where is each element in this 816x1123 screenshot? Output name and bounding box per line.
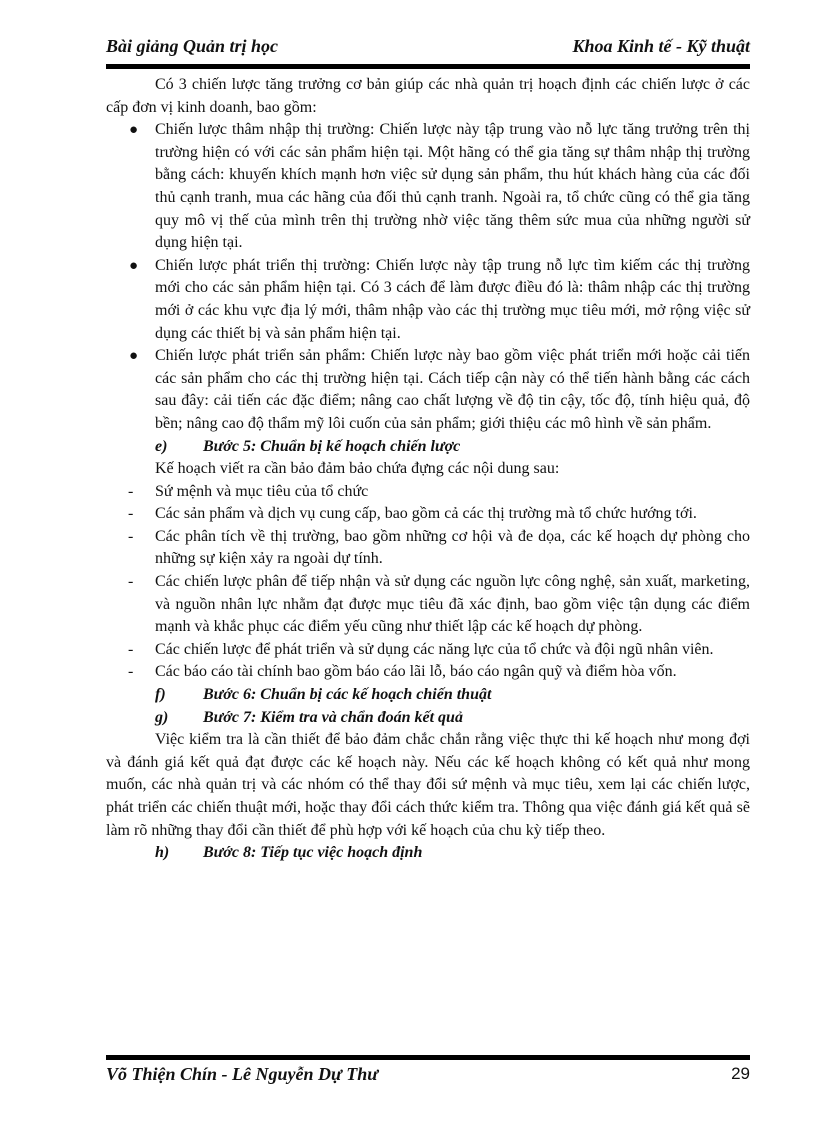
intro-paragraph: Có 3 chiến lược tăng trưởng cơ bản giúp các nhà quản trị hoạch định các chiến lược ở các cấp đơn vị kinh doanh, bao gồm: xyxy=(106,76,750,116)
header-faculty: Khoa Kinh tế - Kỹ thuật xyxy=(572,36,750,56)
bullet-item xyxy=(106,255,750,345)
bullet-text: Chiến lược phát triển thị trường: Chiến lược này tập trung nỗ lực tìm kiếm các thị trường mới cho các sản phẩm hiện tại. Có 3 cách để làm được điều đó là: thâm nhập các thị trường mới ở các khu vực địa lý mới, thâm nhập vào các thị trường mục tiêu mới, mở rộng việc sử dụng các thiết bị và sản phẩm hiện tại. xyxy=(155,256,750,342)
step-title: Bước 6: Chuẩn bị các kế hoạch chiến thuật xyxy=(203,686,492,704)
dash-item xyxy=(106,503,750,526)
dash-item xyxy=(106,661,750,684)
step-6-heading xyxy=(106,684,750,707)
header-course-title: Bài giảng Quản trị học xyxy=(106,36,279,56)
step-7-heading xyxy=(106,707,750,730)
step-title: Bước 8: Tiếp tục việc hoạch định xyxy=(203,844,423,862)
dash-marker: - xyxy=(128,640,134,658)
dash-marker: - xyxy=(128,663,134,681)
page-header xyxy=(106,36,750,62)
dash-text: Các phân tích về thị trường, bao gồm những cơ hội và đe dọa, các kế hoạch dự phòng cho những sự kiện xảy ra ngoài dự tính. xyxy=(155,527,750,568)
step-7-paragraph: Việc kiểm tra là cần thiết để bảo đảm chắc chắn rằng việc thực thi kế hoạch như mong đợi và đánh giá kết quả đạt được các kế hoạch này. Nếu các kế hoạch không có kết quả như mong muốn, các nhà quản trị và các nhóm có thể thay đổi sứ mệnh và mục tiêu, xem lại các chiến lược, phát triển các chiến thuật mới, hoặc thay đổi cách thức kiểm tra. Thông qua việc đánh giá kết quả sẽ làm rõ những thay đổi cần thiết để phù hợp với kế hoạch của chu kỳ tiếp theo. xyxy=(106,731,750,839)
dash-item xyxy=(106,481,750,504)
dash-marker: - xyxy=(128,505,134,523)
dash-marker: - xyxy=(128,527,134,545)
dash-item xyxy=(106,526,750,571)
page-number: 29 xyxy=(731,1064,750,1083)
footer-divider xyxy=(106,1055,750,1060)
bullet-item xyxy=(106,119,750,255)
bullet-text: Chiến lược phát triển sản phẩm: Chiến lược này bao gồm việc phát triển mới hoặc cải tiến các sản phẩm cho các thị trường hiện tại. Cách tiếp cận này có thể tiến hành bằng các cách sau đây: cải tiến các đặc điểm; nâng cao chất lượng về độ tin cậy, tốc độ, tính hiệu quả, độ bền; nâng cao độ thẩm mỹ lôi cuốn của sản phẩm; giới thiệu các mô hình về sản phẩm. xyxy=(155,347,750,432)
page-footer xyxy=(106,1064,750,1090)
step-title: Bước 7: Kiểm tra và chẩn đoán kết quả xyxy=(203,708,463,726)
dash-marker: - xyxy=(128,482,134,500)
dash-item xyxy=(106,571,750,639)
page-body xyxy=(106,74,750,865)
dash-text: Sứ mệnh và mục tiêu của tổ chức xyxy=(155,482,369,500)
header-divider xyxy=(106,64,750,69)
step-5-intro: Kế hoạch viết ra cần bảo đảm bảo chứa đựng các nội dung sau: xyxy=(155,460,560,478)
dash-text: Các sản phẩm và dịch vụ cung cấp, bao gồm cả các thị trường mà tổ chức hướng tới. xyxy=(155,505,697,523)
step-title: Bước 5: Chuẩn bị kế hoạch chiến lược xyxy=(203,437,461,455)
step-marker: h) xyxy=(155,844,170,862)
bullet-icon: ● xyxy=(129,122,139,139)
dash-item xyxy=(106,639,750,662)
dash-text: Các chiến lược để phát triển và sử dụng các năng lực của tổ chức và đội ngũ nhân viên. xyxy=(155,640,714,658)
step-5-heading xyxy=(106,436,750,459)
bullet-icon: ● xyxy=(129,348,139,365)
step-marker: g) xyxy=(155,708,169,726)
step-marker: f) xyxy=(155,686,166,704)
step-8-heading xyxy=(106,842,750,865)
footer-authors: Võ Thiện Chín - Lê Nguyễn Dự Thư xyxy=(106,1064,379,1084)
bullet-text: Chiến lược thâm nhập thị trường: Chiến lược này tập trung vào nỗ lực tăng trưởng trên thị trường hiện có với các sản phẩm hiện tại. Một hãng có thể gia tăng sự thâm nhập thị trường bằng cách: khuyến khích mạnh hơn việc sử dụng sản phẩm, thu hút khách hàng của các đối thủ cạnh tranh, mua các hãng của đối thủ cạnh tranh. Ngoài ra, tổ chức cũng có thể gia tăng quy mô vị thế của mình trên thị trường nhờ việc tăng thêm sức mua của những người sử dụng hiện tại. xyxy=(155,121,750,252)
bullet-item xyxy=(106,345,750,435)
step-marker: e) xyxy=(155,437,168,455)
dash-text: Các báo cáo tài chính bao gồm báo cáo lãi lỗ, báo cáo ngân quỹ và điểm hòa vốn. xyxy=(155,663,677,681)
bullet-icon: ● xyxy=(129,257,139,274)
dash-marker: - xyxy=(128,573,134,591)
dash-text: Các chiến lược phân để tiếp nhận và sử dụng các nguồn lực công nghệ, sản xuất, marketing, và nguồn nhân lực nhằm đạt được mục tiêu đã xác định, bao gồm việc tận dụng các điểm mạnh và khắc phục các điểm yếu cũng như thiết lập các kế hoạch dự phòng. xyxy=(155,573,750,636)
